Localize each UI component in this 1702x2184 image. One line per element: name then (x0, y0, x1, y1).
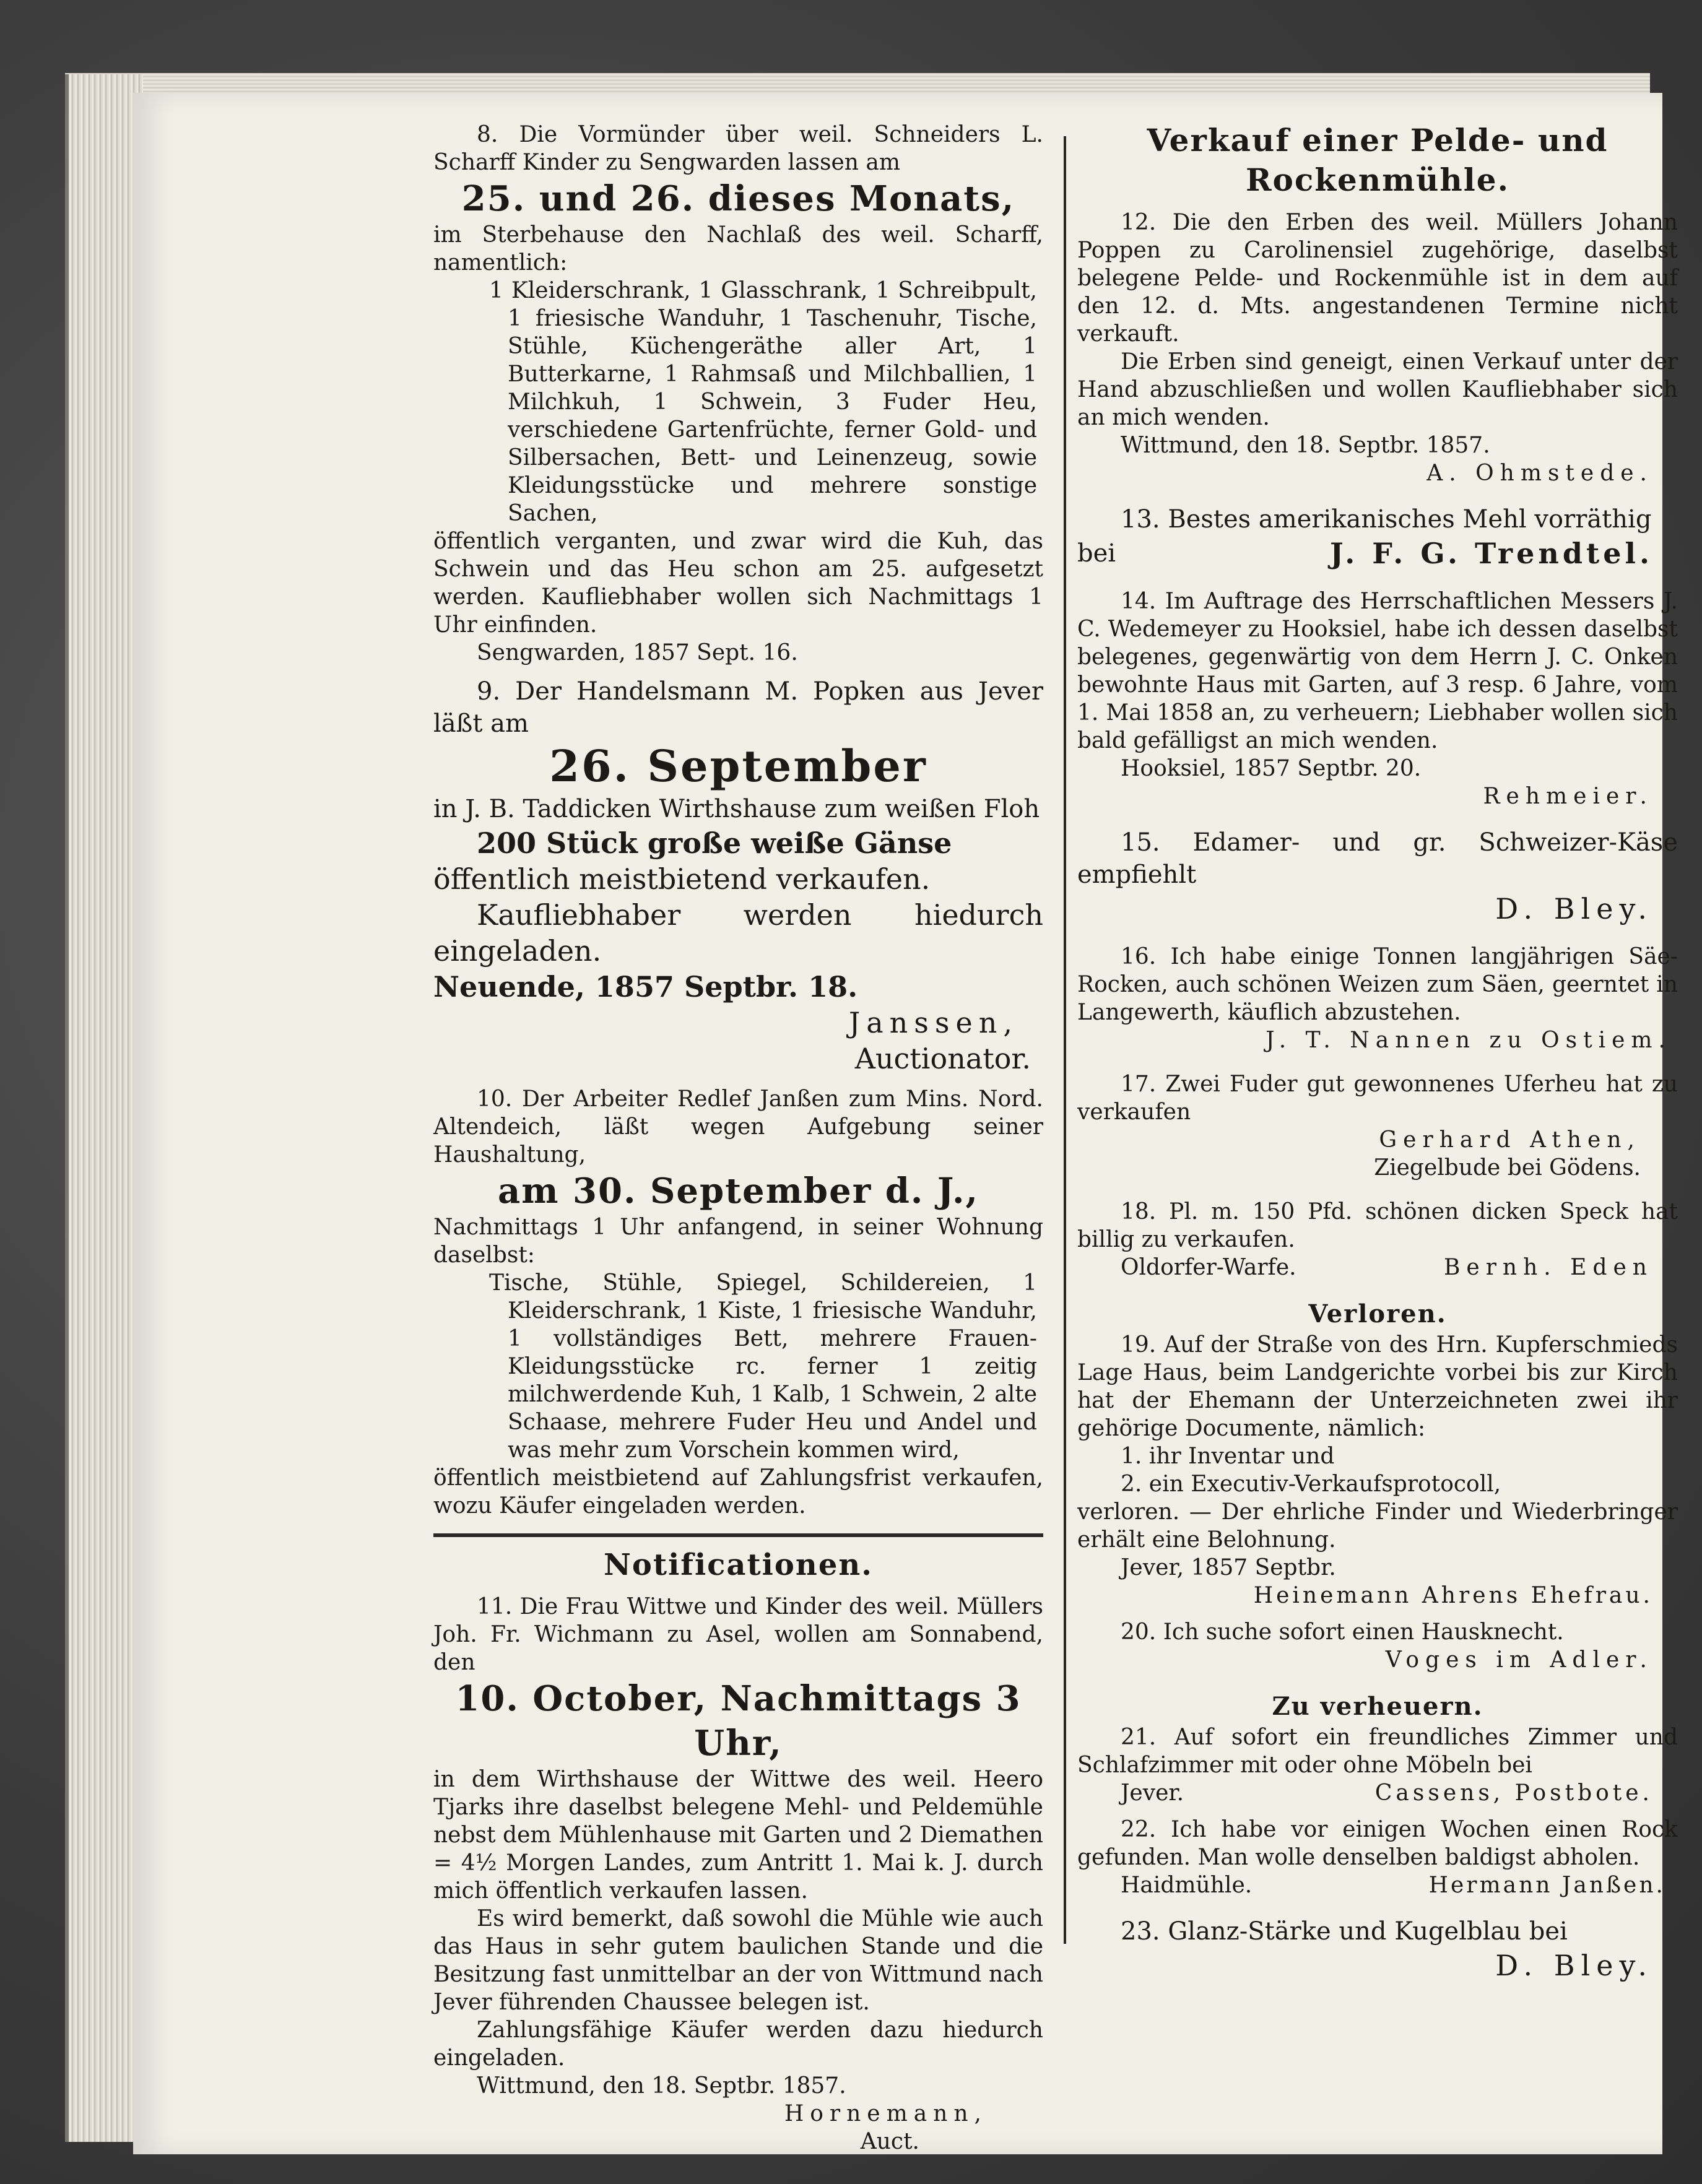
ad-9-intro: 9. Der Handelsmann M. Popken aus Jever läßt am (433, 677, 1043, 738)
ad-19-item-1: 1. ihr Inventar und (1121, 1444, 1335, 1469)
ad-9-place: Neuende, 1857 Septbr. 18. (433, 970, 858, 1003)
ad-11-sign-name: Hornemann, (784, 2101, 988, 2126)
ad-18 (1077, 1198, 1678, 1281)
ad-19-tail: verloren. — Der ehrliche Finder und Wiederbringer erhält eine Belohnung. (1077, 1499, 1678, 1553)
ad-22-body: 22. Ich habe vor einigen Wochen einen Rock gefunden. Man wolle denselben baldigst abholen. (1077, 1817, 1678, 1870)
lost-heading: Verloren. (1308, 1299, 1447, 1328)
ad-17-sign-place: Ziegelbude bei Gödens. (1374, 1155, 1641, 1181)
ad-8-items: 1 Kleiderschrank, 1 Glasschrank, 1 Schreibpult, 1 friesische Wanduhr, 1 Taschenuhr, Tische, Stühle, Küchengeräthe aller Art, 1 Butterkarne, 1 Rahmsaß und Milchballien, 1 Milchkuh, 1 Schwein, 3 Fuder Heu, verschiedene Gartenfrüchte, ferner Gold- und Silbersachen, Bett- und Leinenzeug, sowie Kleidungsstücke und mehrere sonstige Sachen, (489, 278, 1037, 526)
ad-9-invite: Kaufliebhaber werden hiedurch eingeladen. (433, 898, 1043, 968)
ad-13 (1077, 503, 1678, 571)
ad-22-sign: Hermann Janßen. (1428, 1873, 1665, 1898)
ad-9-goods: 200 Stück große weiße Gänse (477, 826, 952, 860)
ad-15 (1077, 826, 1678, 927)
ad-8-date: 25. und 26. dieses Monats, (461, 178, 1015, 219)
ad-21 (1077, 1723, 1678, 1807)
ad-9 (433, 675, 1043, 1077)
section-rule (433, 1533, 1043, 1537)
ad-23-body: 23. Glanz-Stärke und Kugelblau bei (1121, 1917, 1568, 1946)
ad-12-place: Wittmund, den 18. Septbr. 1857. (1121, 433, 1490, 458)
ad-16-body: 16. Ich habe einige Tonnen langjährigen Säe-Rocken, auch schönen Weizen zum Säen, geerntet in Langewerth, käuflich abzustehen. (1077, 944, 1678, 1025)
ad-13-body: 13. Bestes amerikanisches Mehl vorräthig (1121, 505, 1652, 534)
ad-23 (1077, 1915, 1678, 1983)
ad-8-intro: 8. Die Vormünder über weil. Schneiders L. Scharff Kinder zu Sengwarden lassen am (433, 122, 1043, 175)
ad-17-body: 17. Zwei Fuder gut gewonnenes Uferheu hat zu verkaufen (1077, 1072, 1678, 1125)
notifications-heading: Notificationen. (604, 1548, 873, 1582)
ad-11-intro: 11. Die Frau Wittwe und Kinder des weil. Müllers Joh. Fr. Wichmann zu Asel, wollen am Sonnabend, den (433, 1594, 1043, 1675)
ad-10-intro: 10. Der Arbeiter Redlef Janßen zum Mins. Nord. Altendeich, läßt wegen Aufgebung seiner Haushaltung, (433, 1086, 1043, 1168)
ad-19-body: 19. Auf der Straße von des Hrn. Kupferschmieds Lage Haus, beim Landgerichte vorbei bis zur Kirch hat der Ehemann der Unterzeichneten zwei ihr gehörige Documente, nämlich: (1077, 1332, 1678, 1441)
ad-14-body: 14. Im Auftrage des Herrschaftlichen Messers J. C. Wedemeyer zu Hooksiel, habe ich dessen daselbst belegenes, gegenwärtig von dem Herrn J. C. Onken bewohnte Haus mit Garten, auf 3 resp. 6 Jahre, vom 1. Mai 1858 an, zu verheuern; Liebhaber wollen sich bald gefälligst an mich wenden. (1077, 589, 1678, 753)
ad-11-note: Es wird bemerkt, daß sowohl die Mühle wie auch das Haus in sehr gutem baulichen Stande und die Besitzung fast unmittelbar an der von Wittmund nach Jever führenden Chaussee belegen ist. (433, 1906, 1043, 2015)
ad-15-body: 15. Edamer- und gr. Schweizer-Käse empfiehlt (1077, 828, 1678, 889)
ad-12-note: Die Erben sind geneigt, einen Verkauf unter der Hand abzuschließen und wollen Kaufliebhaber sich an mich wenden. (1077, 349, 1678, 430)
ad-11-date: 10. October, Nachmittags 3 Uhr, (455, 1678, 1022, 1764)
ad-23-sign: D. Bley. (1495, 1949, 1653, 1982)
ad-11-place: Wittmund, den 18. Septbr. 1857. (477, 2073, 846, 2099)
ad-21-body: 21. Auf sofort ein freundliches Zimmer und Schlafzimmer mit oder ohne Möbeln bei (1077, 1725, 1678, 1778)
ad-8-body: öffentlich verganten, und zwar wird die Kuh, das Schwein und das Heu schon am 25. aufgesetzt werden. Kaufliebhaber wollen sich Nachmittags 1 Uhr einfinden. (433, 529, 1043, 638)
ad-9-where: in J. B. Taddicken Wirthshause zum weißen Floh (433, 795, 1040, 823)
ad-18-place: Oldorfer-Warfe. (1121, 1255, 1296, 1280)
ad-13-bei: bei (1077, 539, 1116, 568)
ad-11-invite: Zahlungsfähige Käufer werden dazu hiedurch eingeladen. (433, 2017, 1043, 2071)
ad-20 (1077, 1618, 1678, 1674)
ad-22-place: Haidmühle. (1121, 1873, 1253, 1898)
ad-8-place: Sengwarden, 1857 Sept. 16. (477, 640, 798, 665)
ad-20-body: 20. Ich suche sofort einen Hausknecht. (1121, 1619, 1564, 1645)
ad-9-body: öffentlich meistbietend verkaufen. (433, 862, 931, 896)
ad-8-where: im Sterbehause den Nachlaß des weil. Scharff, namentlich: (433, 222, 1043, 275)
ad-14 (1077, 587, 1678, 810)
ad-9-sign-name: Janssen, (848, 1006, 1018, 1039)
ad-10-where: Nachmittags 1 Uhr anfangend, in seiner Wohnung daselbst: (433, 1215, 1043, 1268)
ad-21-sign: Cassens, Postbote. (1374, 1780, 1653, 1806)
ad-10 (433, 1085, 1043, 1520)
ad-17 (1077, 1070, 1678, 1182)
left-column (433, 121, 1043, 2156)
ad-11-body: in dem Wirthshause der Wittwe des weil. Heero Tjarks ihre daselbst belegene Mehl- und Peldemühle nebst dem Mühlenhause mit Garten und 2 Diemathen = 4½ Morgen Landes, zum Antritt 1. Mai k. J. durch mich öffentlich verkaufen lassen. (433, 1767, 1043, 1904)
ad-10-body: öffentlich meistbietend auf Zahlungsfrist verkaufen, wozu Käufer eingeladen werden. (433, 1465, 1043, 1519)
column-divider (1064, 136, 1066, 1944)
right-column (1077, 121, 1678, 1983)
ad-8 (433, 121, 1043, 667)
ad-22 (1077, 1816, 1678, 1899)
ad-19-item-2: 2. ein Executiv-Verkaufsprotocoll, (1121, 1471, 1501, 1497)
ad-12-body: 12. Die den Erben des weil. Müllers Johann Poppen zu Carolinensiel zugehörige, daselbst belegene Pelde- und Rockenmühle ist in dem auf den 12. d. Mts. angestandenen Termine nicht verkauft. (1077, 210, 1678, 347)
ad-10-items: Tische, Stühle, Spiegel, Schildereien, 1 Kleiderschrank, 1 Kiste, 1 friesische Wanduhr, 1 vollständiges Bett, mehrere Frauen-Kleidungsstücke rc. ferner 1 zeitig milchwerdende Kuh, 1 Kalb, 1 Schwein, 2 alte Schaase, mehrere Fuder Heu und Andel und was mehr zum Vorschein kommen wird, (489, 1270, 1037, 1463)
ad-15-sign: D. Bley. (1495, 892, 1653, 925)
ad-18-body: 18. Pl. m. 150 Pfd. schönen dicken Speck hat billig zu verkaufen. (1077, 1199, 1678, 1252)
ad-9-sign-role: Auctionator. (854, 1042, 1031, 1075)
ad-19-sign: Heinemann Ahrens Ehefrau. (1253, 1583, 1653, 1608)
ad-12 (1077, 209, 1678, 487)
ad-19-place: Jever, 1857 Septbr. (1121, 1555, 1336, 1580)
mill-sale-heading: Verkauf einer Pelde- und Rockenmühle. (1147, 122, 1609, 198)
ad-20-sign: Voges im Adler. (1385, 1647, 1653, 1673)
ad-14-sign: Rehmeier. (1483, 784, 1653, 809)
ad-18-sign: Bernh. Eden (1443, 1255, 1653, 1280)
ad-13-sign: J. F. G. Trendtel. (1330, 537, 1653, 570)
ad-12-sign: A. Ohmstede. (1426, 461, 1653, 486)
to-let-heading: Zu verheuern. (1272, 1692, 1483, 1721)
ad-10-date: am 30. September d. J., (497, 1171, 979, 1211)
ad-16-sign: J. T. Nannen zu Ostiem. (1266, 1028, 1672, 1053)
ad-19 (1077, 1331, 1678, 1610)
ad-17-sign-name: Gerhard Athen, (1379, 1127, 1641, 1153)
ad-16 (1077, 943, 1678, 1054)
ad-9-date: 26. September (549, 740, 927, 792)
ad-11-sign-role: Auct. (860, 2129, 919, 2154)
ad-14-place: Hooksiel, 1857 Septbr. 20. (1121, 756, 1422, 781)
ad-11 (433, 1593, 1043, 2156)
book-page-edges (65, 74, 143, 2142)
ad-21-place: Jever. (1121, 1780, 1184, 1806)
